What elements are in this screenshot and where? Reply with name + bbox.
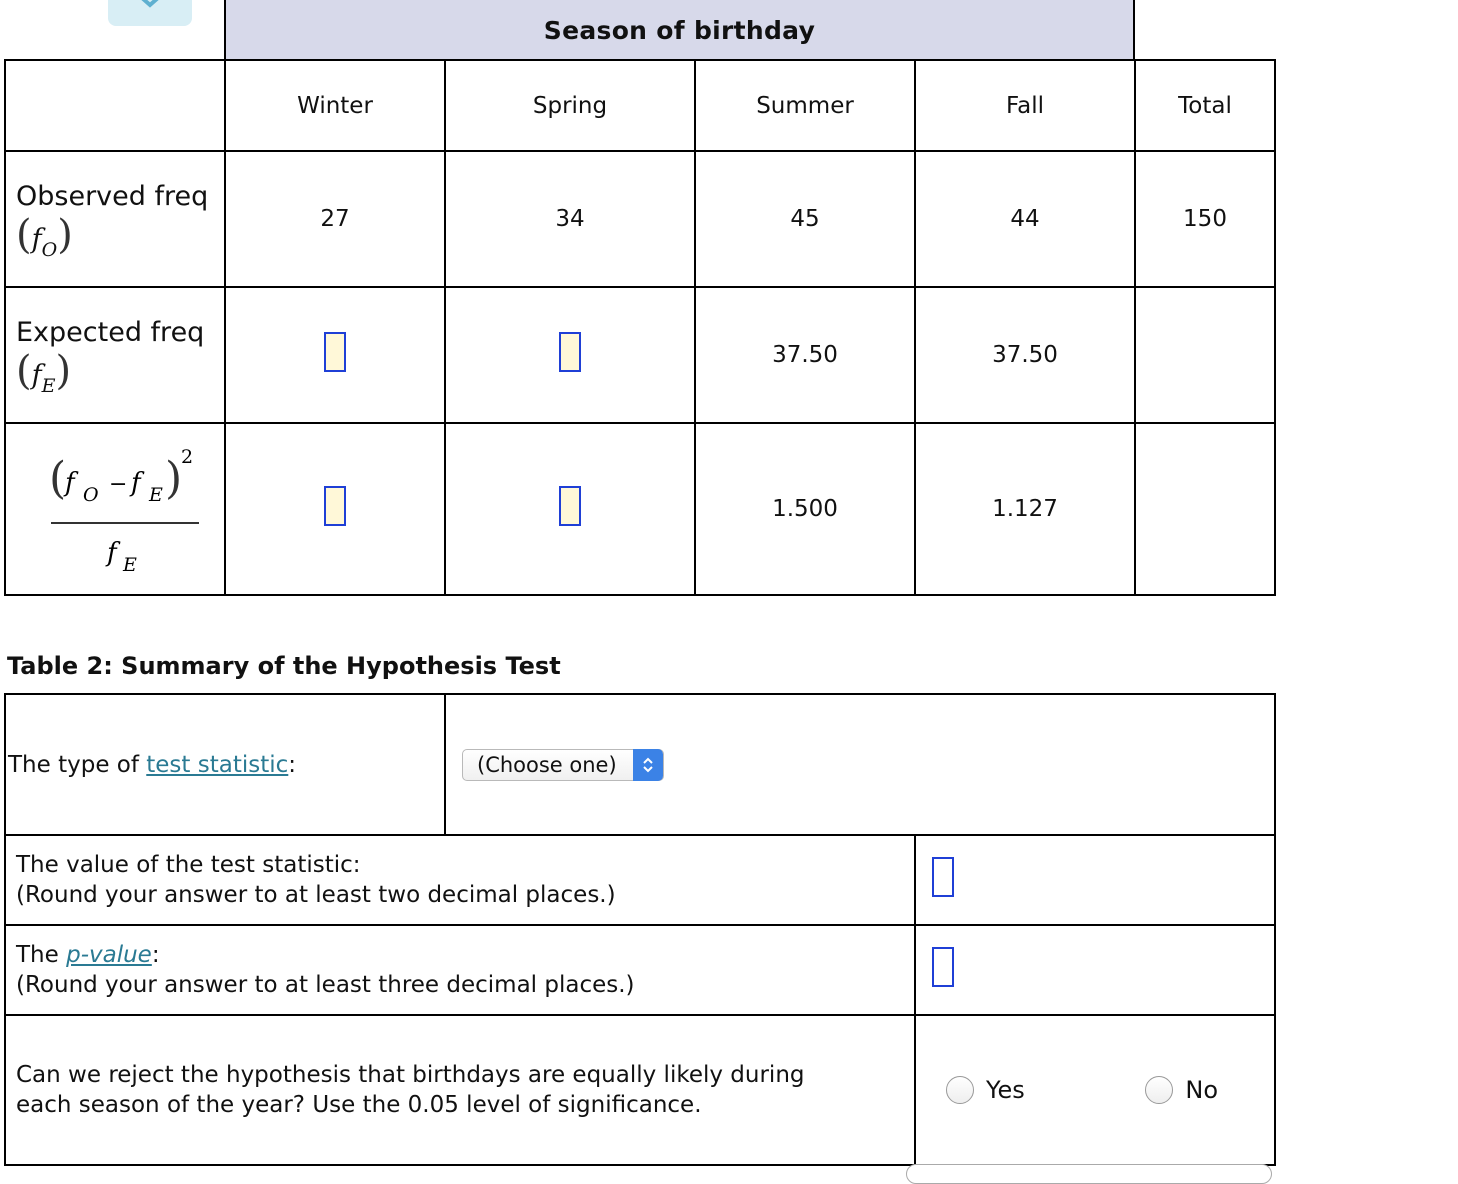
contribution-fall: 1.127 xyxy=(915,423,1135,595)
reject-question-cell: Can we reject the hypothesis that birthdays are equally likely during each season of the year? Use the 0.05 level of significance. xyxy=(5,1015,915,1165)
table-row-contribution xyxy=(5,423,1275,595)
column-header-spring: Spring xyxy=(445,60,695,151)
reject-options-cell xyxy=(915,1015,1275,1165)
bottom-button-edge[interactable] xyxy=(906,1164,1272,1184)
row-pvalue xyxy=(5,925,1275,1015)
svg-text:f: f xyxy=(131,468,141,498)
hypothesis-summary-table xyxy=(4,693,1276,1166)
pvalue-input-cell xyxy=(915,925,1275,1015)
yes-label: Yes xyxy=(986,1076,1025,1104)
pvalue-label-cell: The p-value: (Round your answer to at least three decimal places.) xyxy=(5,925,915,1015)
expected-fall: 37.50 xyxy=(915,287,1135,423)
expected-symbol: $(f_E)$ xyxy=(16,347,72,397)
observed-fall: 44 xyxy=(915,151,1135,287)
expected-spring-cell xyxy=(445,287,695,423)
test-value-input-cell xyxy=(915,835,1275,925)
svg-text:f: f xyxy=(107,538,117,568)
test-value-label-cell: The value of the test statistic: (Round your answer to at least two decimal places.) xyxy=(5,835,915,925)
contribution-spring-input[interactable] xyxy=(559,486,581,526)
row-label-observed xyxy=(5,151,225,287)
table-row-expected xyxy=(5,287,1275,423)
contribution-winter-cell xyxy=(225,423,445,595)
frequency-table xyxy=(4,59,1276,596)
test-statistic-input[interactable] xyxy=(932,857,954,897)
column-header-summer: Summer xyxy=(695,60,915,151)
svg-text:2: 2 xyxy=(181,446,194,468)
test-type-select-cell xyxy=(445,694,1275,835)
contribution-summer: 1.500 xyxy=(695,423,915,595)
expected-total xyxy=(1135,287,1275,423)
contribution-winter-input[interactable] xyxy=(324,486,346,526)
expected-winter-input[interactable] xyxy=(324,332,346,372)
row-test-value xyxy=(5,835,1275,925)
chi-square-term-formula xyxy=(15,431,215,581)
table-header-row xyxy=(5,60,1275,151)
expected-spring-input[interactable] xyxy=(559,332,581,372)
svg-text:E: E xyxy=(149,484,163,506)
no-label: No xyxy=(1185,1076,1219,1104)
observed-symbol: $(f_O)$ xyxy=(16,211,73,261)
collapse-toggle-button[interactable] xyxy=(108,0,192,26)
column-header-fall: Fall xyxy=(915,60,1135,151)
svg-text:E: E xyxy=(123,554,137,576)
p-value-input[interactable] xyxy=(932,947,954,987)
expected-winter-cell xyxy=(225,287,445,423)
contribution-total xyxy=(1135,423,1275,595)
observed-summer: 45 xyxy=(695,151,915,287)
observed-winter: 27 xyxy=(225,151,445,287)
svg-text:O: O xyxy=(83,484,99,506)
chevron-down-icon xyxy=(138,0,162,8)
yes-radio[interactable] xyxy=(946,1076,974,1104)
select-arrows-icon xyxy=(633,749,663,781)
column-header-winter: Winter xyxy=(225,60,445,151)
no-radio[interactable] xyxy=(1145,1076,1173,1104)
test-type-select[interactable]: (Choose one) xyxy=(462,749,664,781)
test-type-label-cell: The type of test statistic: xyxy=(5,694,445,835)
svg-text:): ) xyxy=(165,453,183,504)
expected-label: Expected freq xyxy=(16,316,205,348)
test-statistic-link[interactable]: test statistic xyxy=(146,751,289,778)
season-group-header: Season of birthday xyxy=(224,0,1135,60)
corner-cell xyxy=(5,60,225,151)
row-test-type xyxy=(5,694,1275,835)
svg-text:f: f xyxy=(65,468,75,498)
observed-spring: 34 xyxy=(445,151,695,287)
svg-text:(: ( xyxy=(49,453,67,504)
observed-label: Observed freq xyxy=(16,180,209,212)
row-label-expected xyxy=(5,287,225,423)
contribution-spring-cell xyxy=(445,423,695,595)
row-label-contribution xyxy=(5,423,225,595)
table2-title: Table 2: Summary of the Hypothesis Test xyxy=(7,652,561,680)
row-reject xyxy=(5,1015,1275,1165)
table-row-observed xyxy=(5,151,1275,287)
svg-text:−: − xyxy=(109,472,128,497)
expected-summer: 37.50 xyxy=(695,287,915,423)
p-value-link[interactable]: p-value xyxy=(66,942,152,968)
column-header-total: Total xyxy=(1135,60,1275,151)
observed-total: 150 xyxy=(1135,151,1275,287)
